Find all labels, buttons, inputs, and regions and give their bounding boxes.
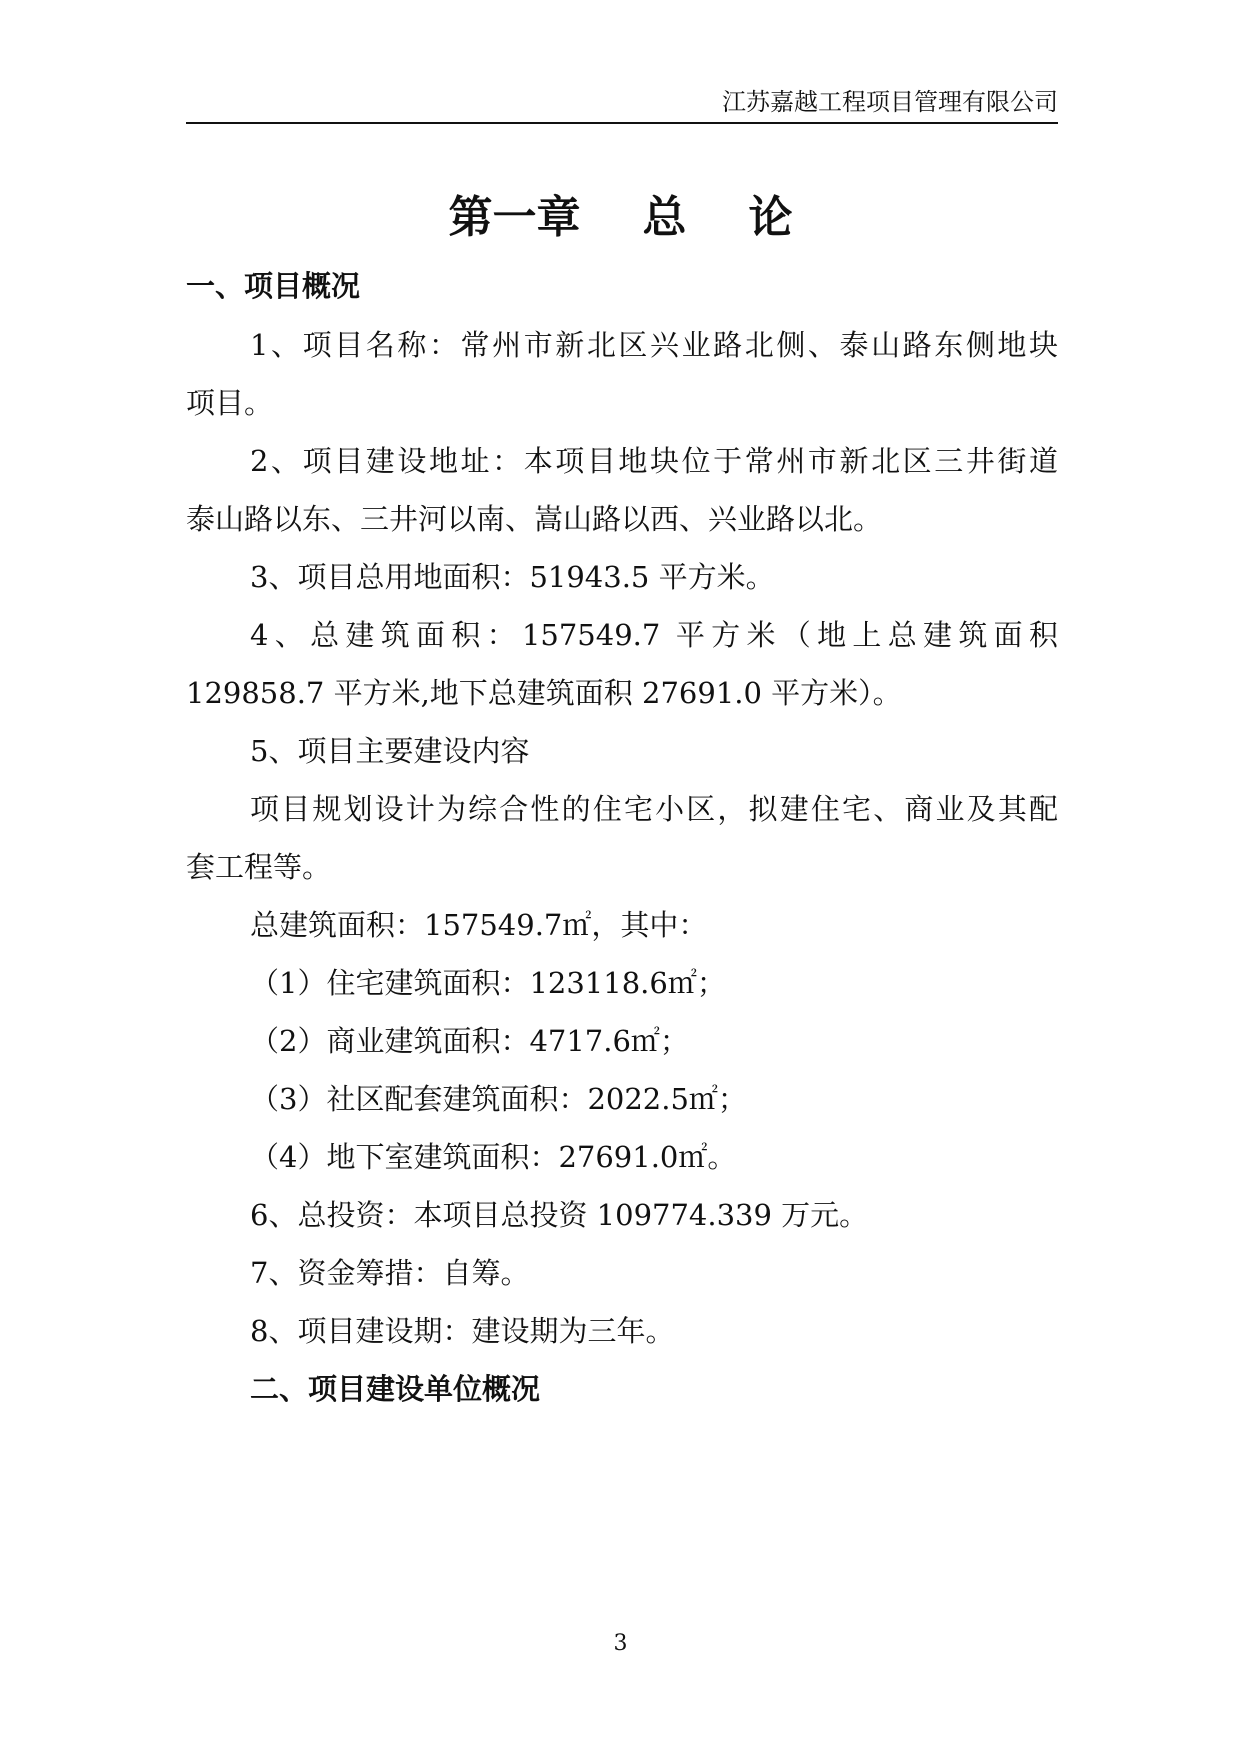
item4-line2: 129858.7 平方米,地下总建筑面积 27691.0 平方米）。	[186, 676, 902, 710]
chapter-title-part3: 论	[748, 192, 793, 243]
sub-item-community: （3）社区配套建筑面积：2022.5㎡；	[250, 1082, 747, 1116]
chapter-title-part1: 第一章	[448, 192, 581, 243]
chapter-title-part2: 总	[642, 192, 687, 243]
description-line2: 套工程等。	[186, 850, 332, 884]
item8-construction-period: 8、项目建设期：建设期为三年。	[250, 1314, 675, 1348]
item4-line1: 4、总建筑面积：157549.7 平方米（地上总建筑面积	[250, 618, 1058, 652]
item2-line1: 2、项目建设地址：本项目地块位于常州市新北区三井街道	[250, 444, 1058, 478]
item3-land-area: 3、项目总用地面积：51943.5 平方米。	[250, 560, 775, 594]
item5-main-content: 5、项目主要建设内容	[250, 734, 530, 768]
description-line1: 项目规划设计为综合性的住宅小区，拟建住宅、商业及其配	[250, 792, 1058, 826]
page-header-company: 江苏嘉越工程项目管理有限公司	[722, 88, 1058, 116]
section-heading-overview: 一、项目概况	[186, 269, 361, 303]
page-number: 3	[613, 1631, 628, 1656]
item2-line2: 泰山路以东、三井河以南、嵩山路以西、兴业路以北。	[186, 502, 883, 536]
sub-item-commercial: （2）商业建筑面积：4717.6㎡；	[250, 1024, 689, 1058]
section-heading-unit: 二、项目建设单位概况	[250, 1372, 541, 1406]
sub-item-residential: （1）住宅建筑面积：123118.6㎡；	[250, 966, 726, 1000]
item6-investment: 6、总投资：本项目总投资 109774.339 万元。	[250, 1198, 869, 1232]
sub-item-basement: （4）地下室建筑面积：27691.0㎡。	[250, 1140, 737, 1174]
header-divider	[186, 122, 1058, 124]
item1-line1: 1、项目名称：常州市新北区兴业路北侧、泰山路东侧地块	[250, 328, 1058, 362]
item7-funding: 7、资金筹措：自筹。	[250, 1256, 530, 1290]
chapter-title	[0, 188, 1241, 248]
item1-line2: 项目。	[186, 386, 274, 420]
total-area-line: 总建筑面积：157549.7㎡，其中：	[250, 908, 708, 942]
